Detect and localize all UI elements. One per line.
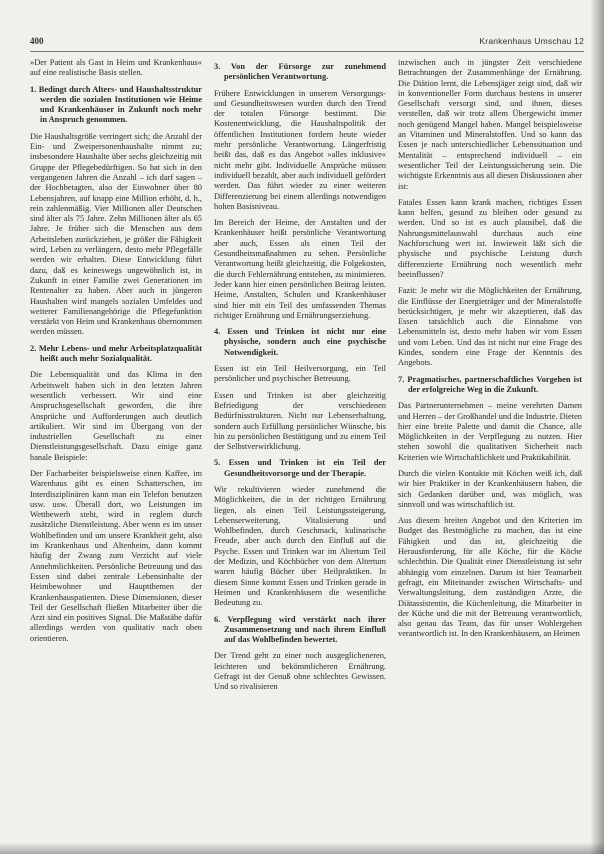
paragraph: Essen und Trinken ist aber gleichzeitig Befriedigung der verschiedenen Bedürfnisstrukturen. Nicht nur Lebenserhaltung, sondern auch Erfüllung persönlicher Wünsche, bis hin zu persönlichen Bestätigung und zu einem Teil der Selbstverwirklichung. bbox=[214, 390, 386, 452]
heading-text: 4. Essen und Trinken ist nicht nur eine physische, sondern auch eine psychische Notwendigkeit. bbox=[214, 327, 386, 357]
paragraph: Wir rekultivieren wieder zunehmend die Möglichkeiten, die in der richtigen Ernährung liegen, als einen Teil Leistungssteigerung, Lebenserweiterung, Vitalisierung und Wohlbefinden, durch Geschmack, kulinarische Freude, aber auch durch den Einfluß auf die Psyche. Essen und Trinken war im Altertum Teil der Medizin, und Köchbücher von dem Altertum waren häufig Bücher über Heilpraktiken. In diesem Sinne kommt Essen und Trinken gerade in Heimen und Krankenhäusern die wesentliche Bedeutung zu. bbox=[214, 484, 386, 608]
page-header bbox=[30, 36, 584, 50]
bottom-shadow bbox=[0, 842, 604, 854]
paragraph: Durch die vielen Kontakte mit Köchen weiß ich, daß wir hier Praktiker in der Krankenhäusern haben, die sich Gedanken darüber und, was möglich, was sinnvoll und was wirtschaftlich ist. bbox=[398, 468, 582, 509]
paragraph: Der Facharbeiter beispielsweise einen Kaffee, im Warenhaus gibt es einen Schatterschen, im Interdisziplinären kann man ein Telefon benutzen usw. usw. Überall dort, wo Leistungen im Wettbewerb steht, wird in reglem durch zusätzliche Dienstleistung. Aber wenn es im unser Wohlbefinden und um unsere Krankheit geht, also im Krankenhaus und Altenheim, dann kommt häufig der Zwang zum Verzicht auf viele Annehmlichkeiten. Persönliche Betreuung und das Essen sind dabei zentrale Lebensinhalte der Heimbewohner und Hauptthemen der Krankenhauspatienten. Diese Dimensionen, dieser Teil der Gesellschaft fließen Mitarbeiter über die Arzt sind ein positives Signal. Die Maßstäbe dafür allerdings werden von qualitativ nach oben orientieren. bbox=[30, 468, 202, 643]
binding-shadow bbox=[590, 0, 604, 854]
heading-text: 6. Verpflegung wird verstärkt nach ihrer Zusammensetzung und nach ihrem Einfluß auf das Wohlbefinden bewertet. bbox=[214, 614, 386, 645]
section-heading bbox=[214, 327, 386, 358]
heading-text: 3. Von der Fürsorge zur zunehmend persönlichen Verantwortung. bbox=[214, 62, 386, 82]
paragraph: Das Partnerunternehmen – meine verehrten Damen und Herren – der Großhandel und die Industrie. Dieten hier eine breite Palette und damit die Chance, alle Möglichkeiten in der Verpflegung zu nutzen. Hier stehen sowohl die qualitativen Sicherheit nach Kriterien wie Wirtschaftlichkeit und Praktikabilität. bbox=[398, 401, 582, 462]
paragraph: Fazit: Je mehr wir die Möglichkeiten der Ernährung, die Einflüsse der Energieträger und der Mineralstoffe berücksichtigen, je mehr wir akzeptieren, daß das Essen tatsächlich auch die Einnahme von Lebensmitteln ist, desto mehr haben wir vom Essen und vom Leben. Und das ist nicht nur eine Frage des Kindes, sondern eine Frage der Kenntnis des Angebots. bbox=[398, 286, 582, 368]
paragraph: Aus diesem breiten Angebot und den Kriterien im Budget das Bestmögliche zu machen, das ist eine Fähigkeit und das ist, gleichzeitig die Herausforderung, für alle Köche, für die Köche schlechthin. Die Qualität einer Dienstleistung ist sehr abhängig vom einzelnen. Darum ist hier Teamarbeit gefragt, ein Miteinander zwischen Wirtschafts- und Verwaltungsleitung, dem zuständigen Arzte, die Diätassistentin, die Küchenleitung, die Mitarbeiter in der Küche und die mit der Betreuung verantwortlich, also genau das Team, das für unser Wohlergehen verantwortlich ist. In den Krankenhäusern, an Heimen bbox=[398, 516, 582, 639]
section-heading bbox=[30, 344, 202, 365]
heading-text: 2. Mehr Lebens- und mehr Arbeitsplatzqualität heißt auch mehr Sozialqualität. bbox=[30, 343, 202, 364]
paragraph: Frühere Entwicklungen in unserem Versorgungs- und Gesundheitswesen wurden durch den Trend der totalen Fürsorge bestimmt. Die Kostenentwicklung, die Haushaltspolitik der öffentlichen Institutionen fordern heute wieder mehr persönliche Verantwortung. Längerfristig heißt das, daß es das Angebot »alles inklusive« nicht mehr gibt. Individuelle Ansprüche müssen individuell bezahlt, aber auch individuell gefördert werden. Das führt wieder zu einer weiteren Differenzierung bei einem allerdings notwendigen hohen Basisniveau. bbox=[214, 88, 386, 211]
paragraph: Fatales Essen kann krank machen, richtiges Essen kann helfen, gesund zu bleiben oder gesund zu werden. Und so ist es auch plausibel, daß die Nahrungsmittelauswahl durchaus auch eine Nachforschung wert ist. Inwieweit läßt sich die physische und psychische Leistung durch differenzierte Ernährung noch wesentlich mehr beeinflussen? bbox=[398, 197, 582, 279]
paragraph: inzwischen auch in jüngster Zeit verschiedene Betrachtungen der Zusammenhänge der Ernährung. Die Diätion lernt, die Lebensjäger zeigt sind, daß wir in konventioneller Form durchaus bestens in unserer Gesellschaft versorgt sind, und ihnen, dieses verstellen, daß wir trotz allem Übergewicht immer noch genügend Mangel haben. Mangel beispielsweise an Vitaminen und Mineralstoffen. Und so kann das Essen je nach unterschiedlicher Lebenssituation und Mentalität – entsprechend individuell – ein wesentlicher Teil der Leistungssicherung sein. Die wichtigste Erkenntnis aus all diesen Diskussionen aber ist: bbox=[398, 58, 582, 191]
section-heading bbox=[214, 458, 386, 479]
section-heading bbox=[30, 85, 202, 126]
column-right bbox=[398, 58, 582, 646]
heading-text: 5. Essen und Trinken ist ein Teil der Gesundheitsvorsorge und der Therapie. bbox=[214, 458, 386, 478]
heading-text: 7. Pragmatisches, partnerschaftliches Vorgehen ist der erfolgreiche Weg in die Zukunft. bbox=[398, 374, 582, 394]
page-number: 400 bbox=[30, 36, 44, 46]
paragraph: »Der Patient als Gast in Heim und Krankenhaus« auf eine realistische Basis stellen. bbox=[30, 58, 202, 78]
paragraph: Die Haushaltsgröße verringert sich; die Anzahl der Ein- und Zweipersonenhaushalte nimmt zu; insbesondere Haushalte über sechs gleichzeitig mit Gruppe der Pflegebedürftigen. So hat sich in den vergangenen Jahren die Anzahl – ich darf sagen – der Hochbetagten, also der Einwohner über 80 Lebensjahren, auf knapp eine Million erhöht, d. h., rein zahlenmäßig. Vier Millionen aller Deutschen sind älter als 75 Jahre. Zehn Millionen älter als 65 Jahre. Je früher sich die Menschen aus dem Arbeitsleben zurückziehen, je größer die Fähigkeit wird, Leben zu verlängern, desto mehr Pflegefälle werden wir erhalten. Diese Entwicklung führt dazu, daß es keineswegs ungewöhnlich ist, in Zukunft in einer Familie zwei Generationen im Rentenalter zu haben. Aber auch in jüngeren Haushalten wird mangels sozialen Umfeldes und weiterer Familienangehörige die Pflegefunktion verstärkt von Heim und Krankenhaus übernommen werden müssen. bbox=[30, 131, 202, 337]
column-left bbox=[30, 58, 202, 650]
paragraph: Die Lebensqualität und das Klima in den Arbeitswelt haben sich in den letzten Jahren wesentlich verbessert. Wir sind eine Anspruchsgesellschaft geworden, die ihre Ansprüche und Aufforderungen auch deutlich artikuliert. Wir sind im Übergang von der industriellen Gesellschaft zu einer Dienstleistungsgesellschaft. Dazu einige ganz banale Beispiele: bbox=[30, 370, 202, 462]
paragraph: Der Trend geht zu einer noch ausgeglicheneren, leichteren und bekömmlicheren Ernährung. Gefragt ist der Genuß ohne schlechtes Gewissen. Und so rivalisieren bbox=[214, 651, 386, 692]
column-middle bbox=[214, 58, 386, 699]
section-heading bbox=[214, 62, 386, 83]
section-heading bbox=[398, 375, 582, 396]
header-rule bbox=[30, 51, 584, 52]
section-heading bbox=[214, 615, 386, 646]
heading-text: 1. Bedingt durch Alters- und Haushaltsstruktur werden die sozialen Institutionen wie Heime und Krankenhäuser in Zukunft noch mehr in Anspruch genommen. bbox=[30, 84, 202, 125]
paragraph: Im Bereich der Heime, der Anstalten und der Krankenhäuser heißt persönliche Verantwortung aber auch, Essen als einen Teil der Gesundheitsmaßnahmen zu sehen. Persönliche Verantwortung heißt gleichzeitig, die Folgekosten, die durch Fehlernährung entstehen, zu minimieren. Jeder kann hier einen persönlichen Beitrag leisten. Heime, Anstalten, Schulen und Krankenhäuser sind hier mit ein Teil des umfassenden Themas richtiger Ernährung und Ernährungserziehung. bbox=[214, 218, 386, 320]
paragraph: Essen ist ein Teil Heilversorgung, ein Teil persönlicher und psychischer Betreuung. bbox=[214, 364, 386, 384]
running-title: Krankenhaus Umschau 12 bbox=[479, 36, 584, 46]
